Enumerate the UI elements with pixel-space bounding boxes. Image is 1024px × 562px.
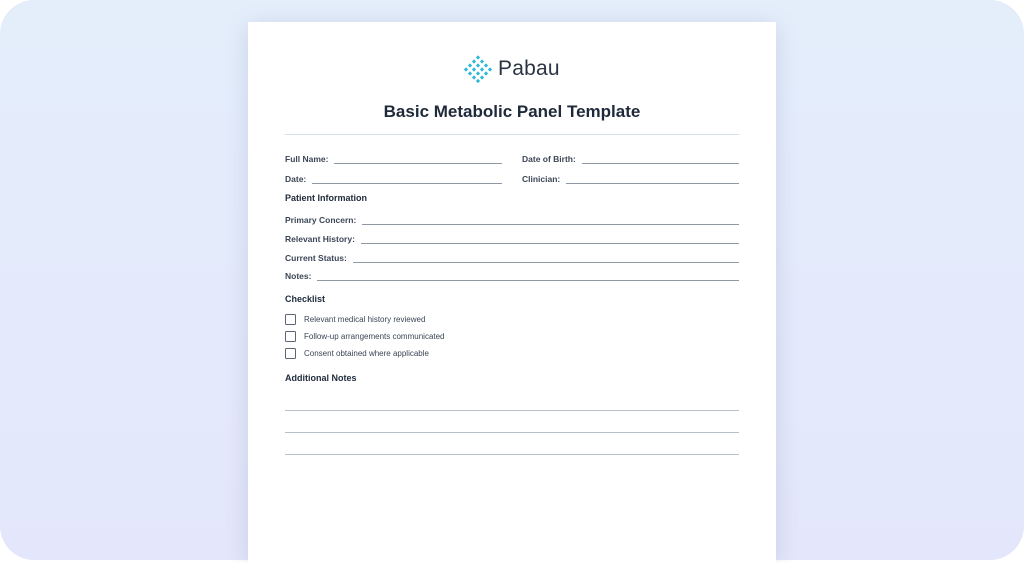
patient-information-heading: Patient Information <box>285 193 368 203</box>
additional-notes-line[interactable] <box>285 410 739 411</box>
form-sheet <box>248 22 776 562</box>
clinician-label: Clinician: <box>522 174 561 184</box>
date-line[interactable] <box>312 173 502 184</box>
clinician-line[interactable] <box>566 173 739 184</box>
date-of-birth-field[interactable] <box>522 150 739 164</box>
checklist-item-label: Relevant medical history reviewed <box>304 314 426 324</box>
full-name-line[interactable] <box>334 153 502 164</box>
primary-concern-label: Primary Concern: <box>285 215 357 225</box>
checklist-item-label: Follow-up arrangements communicated <box>304 331 445 341</box>
date-of-birth-line[interactable] <box>582 153 739 164</box>
current-status-label: Current Status: <box>285 253 347 263</box>
primary-concern-field[interactable] <box>285 211 739 225</box>
checklist-heading: Checklist <box>285 294 326 304</box>
checkbox[interactable] <box>285 348 296 359</box>
relevant-history-line[interactable] <box>361 233 739 244</box>
current-status-line[interactable] <box>353 252 739 263</box>
notes-field[interactable] <box>285 267 739 281</box>
pabau-logo-icon <box>464 55 492 83</box>
checkbox[interactable] <box>285 314 296 325</box>
checklist-item-label: Consent obtained where applicable <box>304 348 429 358</box>
current-status-field[interactable] <box>285 249 739 263</box>
checklist-item-consent[interactable] <box>285 347 429 359</box>
additional-notes-heading: Additional Notes <box>285 373 357 383</box>
primary-concern-line[interactable] <box>362 214 739 225</box>
checkbox[interactable] <box>285 331 296 342</box>
checklist-item-history[interactable] <box>285 313 425 325</box>
document-title: Basic Metabolic Panel Template <box>383 102 641 121</box>
date-field[interactable] <box>285 170 502 184</box>
notes-label: Notes: <box>285 271 312 281</box>
notes-line[interactable] <box>317 270 739 281</box>
brand-logo <box>464 55 560 83</box>
date-of-birth-label: Date of Birth: <box>522 154 576 164</box>
date-label: Date: <box>285 174 307 184</box>
additional-notes-line[interactable] <box>285 432 739 433</box>
clinician-field[interactable] <box>522 170 739 184</box>
additional-notes-line[interactable] <box>285 454 739 455</box>
relevant-history-label: Relevant History: <box>285 234 355 244</box>
full-name-label: Full Name: <box>285 154 329 164</box>
checklist-item-follow-up[interactable] <box>285 330 445 342</box>
relevant-history-field[interactable] <box>285 230 739 244</box>
full-name-field[interactable] <box>285 150 502 164</box>
brand-name: Pabau <box>498 57 560 80</box>
title-divider <box>285 134 739 135</box>
